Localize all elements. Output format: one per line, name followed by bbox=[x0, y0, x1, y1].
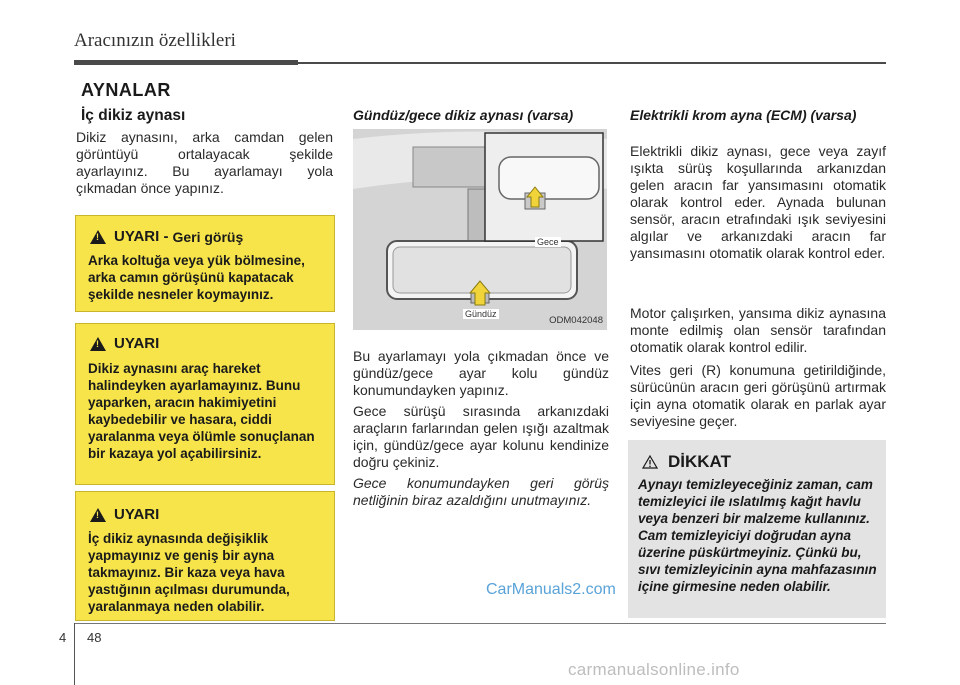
warning-3-text: İç dikiz aynasında değişiklik yapmayınız ve geniş bir ayna takmayınız. Bir kaza veya hava yastığının açılması durumunda, yaralanmaya neden olabilir. bbox=[88, 531, 290, 614]
warning-3-title: UYARI bbox=[114, 506, 160, 523]
warning-icon bbox=[90, 230, 106, 244]
caution-text: Aynayı temizleyeceğiniz zaman, cam temizleyici ile ıslatılmış kağıt havlu veya benzeri bir malzeme kullanınız. Cam temizleyiciyi doğrudan ayna üzerine püskürtmeyiniz. Çünkü bu, sıvı temizleyicinin ayna mahfazasının içine girmesine neden olabilir. bbox=[638, 477, 877, 594]
col1-paragraph: Dikiz aynasını, arka camdan gelen görüntüyü ortalayacak şekilde ayarlayınız. Bu ayarlamayı yola çıkmadan önce yapınız. bbox=[76, 129, 333, 196]
col3-paragraph-1: Elektrikli dikiz aynası, gece veya zayıf ışıkta sürüş koşullarında arkanızdan gelen aracın far yansımasını otomatik olarak kontrol eder. Aynada bulunan sensör, aracın etrafındaki ışık seviyesini algılar ve arkanızdaki aracın far yansımasını otomatik olarak kontrol eder. bbox=[630, 143, 886, 261]
caution-icon bbox=[642, 455, 658, 469]
figure-label-night: Gece bbox=[537, 237, 559, 247]
warning-box-3 bbox=[75, 491, 335, 621]
footer-divider bbox=[74, 623, 75, 685]
warning-1-text: Arka koltuğa veya yük bölmesine, arka camın görüşünü kapatacak şekilde nesneler koymayınız. bbox=[88, 253, 305, 302]
col3-paragraph-2: Motor çalışırken, yansıma dikiz aynasına monte edilmiş olan sensör tarafından otomatik olarak kontrol edilir. bbox=[630, 305, 886, 355]
figure-code: ODM042048 bbox=[549, 315, 603, 326]
warning-box-1 bbox=[75, 215, 335, 312]
col3-heading: Elektrikli krom ayna (ECM) (varsa) bbox=[630, 107, 857, 123]
warning-icon bbox=[90, 337, 106, 351]
col1-heading: İç dikiz aynası bbox=[81, 107, 186, 124]
page-header-title: Aracınızın özellikleri bbox=[74, 30, 236, 51]
col2-paragraph-1: Bu ayarlamayı yola çıkmadan önce ve gündüz/gece ayar kolu gündüz konumundayken yapınız. bbox=[353, 348, 609, 398]
warning-icon bbox=[90, 508, 106, 522]
mirror-figure bbox=[353, 129, 607, 330]
mirror-illustration bbox=[353, 129, 607, 330]
figure-label-day: Gündüz bbox=[465, 309, 497, 319]
warning-box-2 bbox=[75, 323, 335, 485]
watermark: CarManuals2.com bbox=[486, 581, 616, 598]
warning-1-title: UYARI - bbox=[114, 228, 169, 245]
warning-2-title: UYARI bbox=[114, 335, 160, 352]
col3-paragraph-3: Vites geri (R) konumuna getirildiğinde, sürücünün aracın geri görüşünü artırmak için ayna otomatik olarak en parlak ayar seviyesine geçer. bbox=[630, 362, 886, 429]
chapter-number: 4 bbox=[59, 630, 67, 645]
caution-title: DİKKAT bbox=[668, 452, 731, 471]
footer-url[interactable]: carmanualsonline.info bbox=[568, 660, 740, 679]
caution-box bbox=[628, 440, 886, 618]
header-rule-thin bbox=[298, 62, 886, 64]
section-title: AYNALAR bbox=[81, 80, 171, 100]
header-rule-thick bbox=[74, 60, 298, 65]
col2-paragraph-3: Gece konumundayken geri görüş netliğinin biraz azaldığını unutmayınız. bbox=[353, 475, 609, 508]
footer-rule bbox=[74, 623, 886, 624]
col2-heading: Gündüz/gece dikiz aynası (varsa) bbox=[353, 107, 574, 123]
warning-2-text: Dikiz aynasını araç hareket halindeyken ayarlamayınız. Bunu yaparken, aracın hakimiyetini kaybedebilir ve hasara, ciddi yaralanma veya ölümle sonuçlanan bir kazaya yol açabilirsiniz. bbox=[88, 361, 315, 461]
col2-paragraph-2: Gece sürüşü sırasında arkanızdaki araçların farlarından gelen ışığı azaltmak için, gündüz/gece ayar kolunu kendinize doğru çekiniz. bbox=[353, 403, 609, 470]
warning-1-subtitle: Geri görüş bbox=[172, 228, 244, 245]
page-number: 48 bbox=[87, 630, 102, 645]
